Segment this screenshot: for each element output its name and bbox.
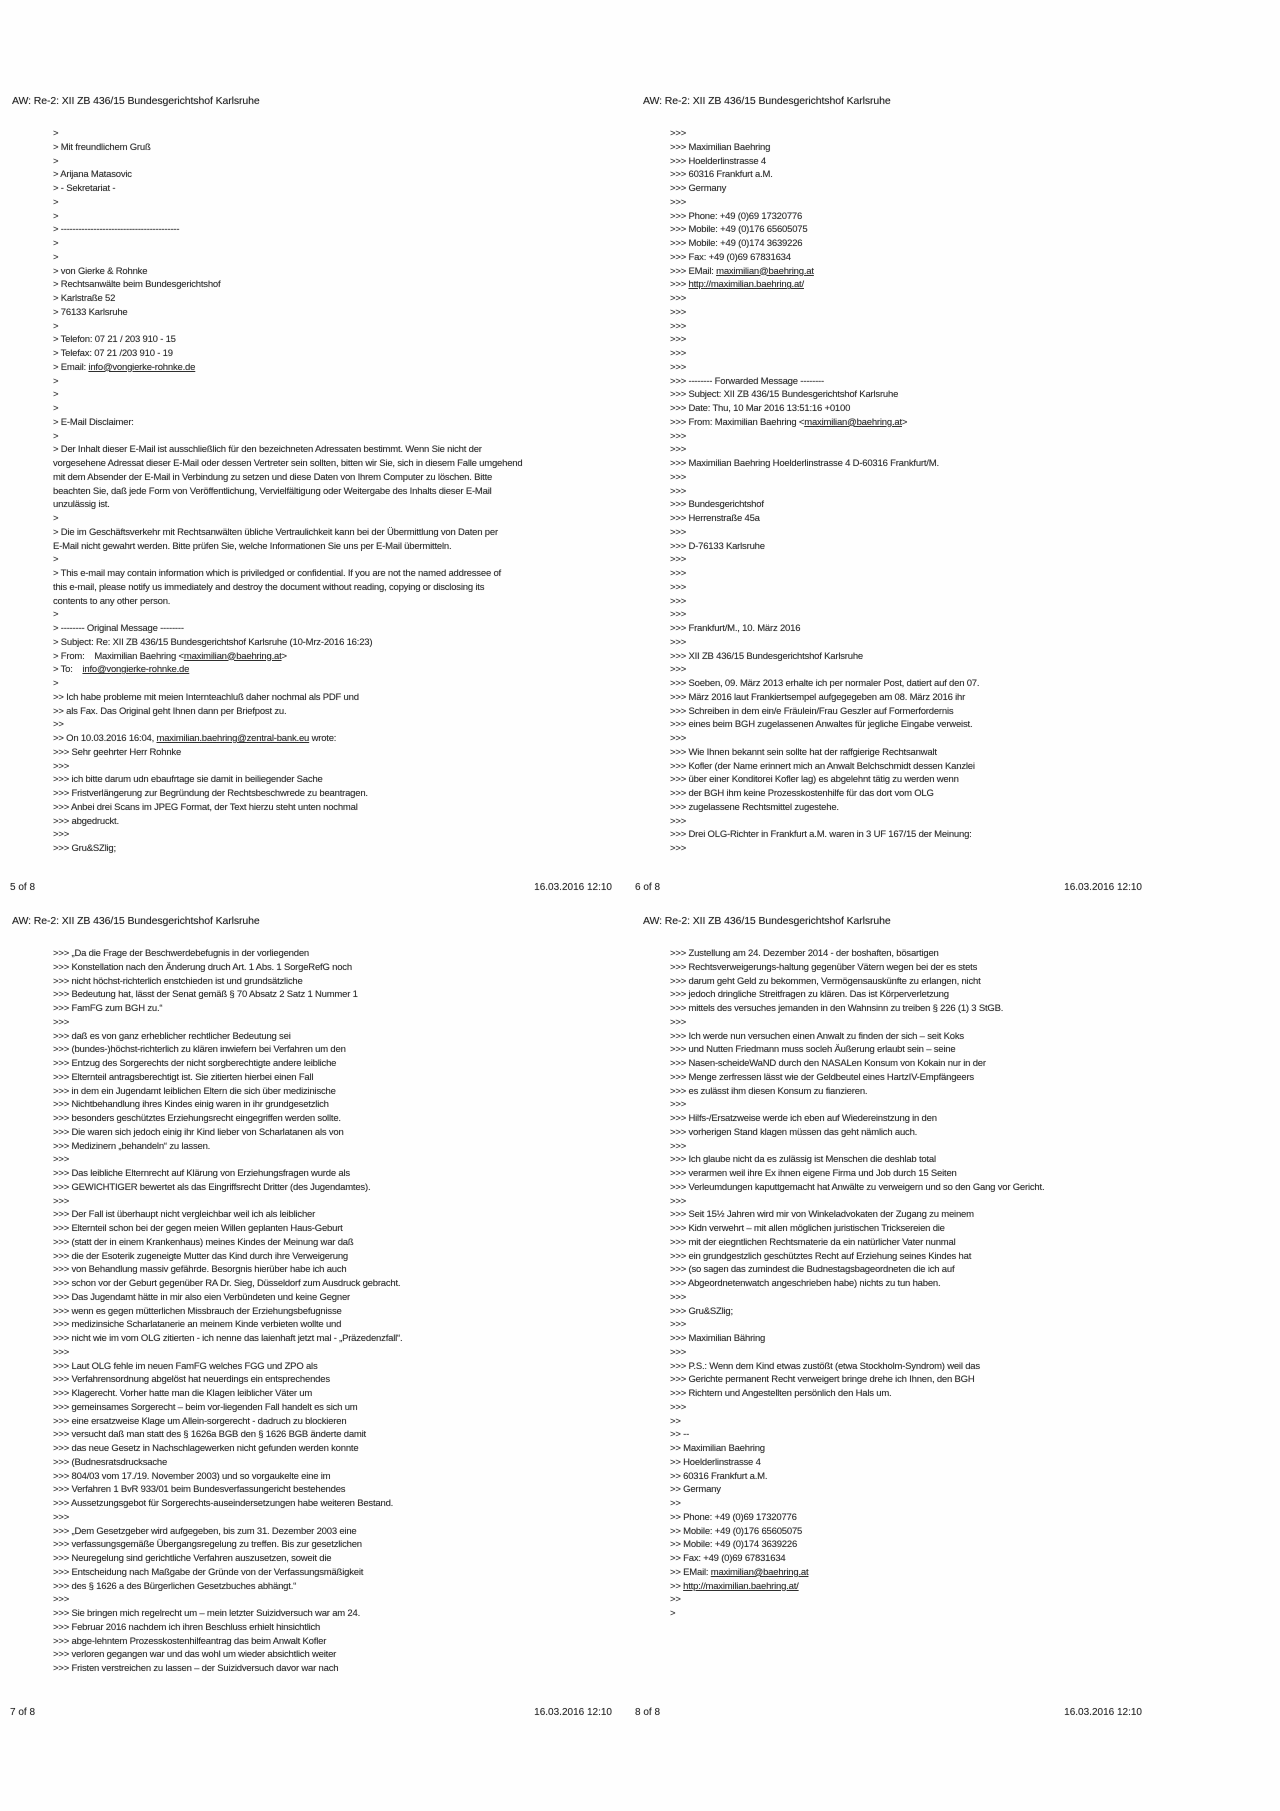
text-line: > Rechtsanwälte beim Bundesgerichtshof [53,279,221,291]
text-line: >>> Date: Thu, 10 Mar 2016 13:51:16 +0100 [670,403,851,414]
hyperlink[interactable]: maximilian@baehring.at [804,416,902,428]
text-line: >>> [670,128,687,139]
text-line: >>> [670,334,687,346]
printed-page-7 [10,915,612,1725]
text-line: >> Ich habe probleme mit meien Internteachluß daher nochmal als PDF und [53,691,359,703]
text-line: > Telefon: 07 21 / 203 910 - 15 [53,334,176,346]
text-line: >> [670,1594,681,1606]
text-line: >> als Fax. Das Original geht Ihnen dann per Briefpost zu. [53,705,287,717]
text-line: >>> [53,1511,70,1523]
text-line: > [53,430,59,442]
text-line: >>> Entzug des Sorgerechts der nicht sorgberechtigte andere leibliche [53,1058,337,1069]
text-line: >>> und Nutten Friedmann muss socleh Äußerung erlaubt sein – seine [670,1044,956,1056]
text-line: >>> verloren gegangen war und das wohl um wieder absichtlich weiter [53,1649,337,1661]
text-line: >> Mobile: +49 (0)174 3639226 [670,1539,798,1551]
text-line: >>> [670,1195,687,1207]
text-line: >>> zugelassene Rechtsmittel zugestehe. [670,801,839,813]
text-line: >> [670,1498,681,1509]
text-line: >>> Nichtbehandlung ihres Kindes einig waren in ihr grundgesetzlich [53,1099,329,1111]
text-line: >>> [670,320,687,332]
text-line: >>> Ich glaube nicht da es zulässig ist Menschen die deshlab total [670,1154,936,1166]
text-line: >>> [53,1195,70,1207]
text-line: >> [670,1415,681,1427]
text-line: >>> [670,430,687,442]
text-line: >>> Mobile: +49 (0)174 3639226 [670,238,803,249]
text-line: >> On 10.03.2016 16:04, maximilian.baehring@zentral-bank.eu wrote: [53,733,337,744]
text-line: >>> XII ZB 436/15 Bundesgerichtshof Karlsruhe [670,650,864,662]
text-line: >>> eines beim BGH zugelassenen Anwaltes für jegliche Eingabe verweist. [670,719,973,731]
text-line: >> 60316 Frankfurt a.M. [670,1470,768,1482]
text-line: >>> in dem ein Jugendamt leiblichen Eltern die sich über medizinische [53,1085,336,1097]
text-line: >>> ein grundgestzlich geschütztes Recht auf Erziehung seines Kindes hat [670,1250,972,1262]
text-line: > [53,320,59,332]
text-line: >>> abgedruckt. [53,815,119,827]
text-line: >>> Fristen verstreichen zu lassen – der Suizidversuch davor war nach [53,1663,339,1674]
text-line: >>> [670,444,687,456]
text-line: >> http://maximilian.baehring.at/ [670,1580,799,1592]
text-line: > [53,389,59,401]
text-line: beachten Sie, daß jede Form von Veröffentlichung, Vervielfältigung oder Weitergabe des Inhalts dieser E-Mail [53,485,492,497]
text-line: >>> http://maximilian.baehring.at/ [670,279,804,291]
text-line: >>> Sehr geehrter Herr Rohnke [53,746,182,758]
text-line: >>> besonders geschütztes Erziehungsrecht eingegriffen werden sollte. [53,1113,341,1124]
text-line: unzulässig ist. [53,499,110,511]
text-line: > [53,609,59,621]
text-line: >>> Das Jugendamt hätte in mir also eien Verbündeten und keine Gegner [53,1291,351,1303]
text-line: > Email: info@vongierke-rohnke.de [53,361,196,373]
text-line: > Der Inhalt dieser E-Mail ist ausschließlich für den bezeichneten Adressaten bestimmt. Wenn Sie nicht der [53,444,482,456]
text-line: >>> mittels des versuches jemanden in den Wahnsinn zu treiben § 226 (1) 3 StGB. [670,1003,1004,1014]
text-line: >>> 804/03 vom 17./19. November 2003) und so vorgaukelte eine im [53,1470,331,1482]
text-line: > [53,128,59,139]
print-timestamp: 16.03.2016 12:10 [534,1707,612,1718]
text-line: >>> EMail: maximilian@baehring.at [670,265,814,277]
text-line: >>> Kofler (der Name erinnert mich an Anwalt Belchschmidt dessen Kanzlei [670,760,975,772]
text-line: >>> [670,554,687,566]
text-line: >>> Der Fall ist überhaupt nicht vergleichbar weil ich als leiblicher [53,1209,316,1221]
text-line: >>> Elternteil antragsberechtigt ist. Sie zitierten hierbei einen Fall [53,1071,314,1083]
hyperlink[interactable]: info@vongierke-rohnke.de [88,361,196,373]
text-line: >>> [53,1346,70,1358]
print-timestamp: 16.03.2016 12:10 [1064,882,1142,893]
text-line: >>> gemeinsames Sorgerecht – beim vor-liegenden Fall handelt es sich um [53,1401,358,1413]
text-line: >>> eine ersatzweise Klage um Allein-sorgerecht - dadruch zu blockieren [53,1415,347,1427]
text-line: >>> [670,1346,687,1358]
text-line: >>> [670,664,687,676]
text-line: >>> [53,829,70,841]
text-line: >>> (so sagen das zumindest die Budnestagsbageordneten die ich auf [670,1264,955,1276]
text-line: > [53,210,59,222]
printed-page-8 [635,915,1142,1725]
text-line: >>> [670,361,687,373]
text-line: >>> „Dem Gesetzgeber wird aufgegeben, bis zum 31. Dezember 2003 eine [53,1525,357,1537]
hyperlink[interactable]: http://maximilian.baehring.at/ [688,279,804,291]
text-line: >>> Rechtsverweigerungs-haltung gegenüber Vätern wegen bei der es stets [670,961,978,973]
text-line: >>> ich bitte darum udn ebaufrtage sie damit in beiliegender Sache [53,774,323,786]
text-line: >>> Bedeutung hat, lässt der Senat gemäß § 70 Absatz 2 Satz 1 Nummer 1 [53,989,358,1001]
text-line: >>> Medizinern „behandeln“ zu lassen. [53,1140,211,1152]
text-line: >>> Hilfs-/Ersatzweise werde ich eben auf Wiedereinstzung in den [670,1113,937,1124]
text-line: >>> versucht daß man statt des § 1626a BGB den § 1626 BGB änderte damit [53,1429,366,1441]
text-line: >> EMail: maximilian@baehring.at [670,1566,809,1578]
text-line: >>> GEWICHTIGER bewertet als das Eingriffsrecht Dritter (des Jugendamtes). [53,1181,371,1193]
text-line: >>> Laut OLG fehle im neuen FamFG welches FGG und ZPO als [53,1360,318,1372]
hyperlink[interactable]: maximilian.baehring@zentral-bank.eu [156,733,310,744]
page-header: AW: Re-2: XII ZB 436/15 Bundesgerichtshof Karlsruhe [643,915,891,927]
text-line: >>> Wie Ihnen bekannt sein sollte hat der raffgierige Rechtsanwalt [670,746,937,758]
text-line: >>> Soeben, 09. März 2013 erhalte ich per normaler Post, datiert auf den 07. [670,678,980,689]
text-line: >>> nicht höchst-richterlich enstchieden ist und grundsätzliche [53,975,303,987]
text-line: > [53,238,59,249]
text-line: >>> Zustellung am 24. Dezember 2014 - der boshaften, bösartigen [670,948,939,959]
text-line: >>> [670,609,687,621]
text-line: >>> Maximilian Baehring Hoelderlinstrasse 4 D-60316 Frankfurt/M. [670,458,939,469]
print-timestamp: 16.03.2016 12:10 [534,882,612,893]
text-line: >>> jedoch dringliche Streitfragen zu klären. Das ist Körperverletzung [670,989,949,1001]
text-line: >>> nicht wie im vom OLG zitierten - ich nenne das laienhaft jetzt mal - „Präzedenzfall“. [53,1333,403,1344]
text-line: >>> die der Esoterik zugeneigte Mutter das Kind durch ihre Verweigerung [53,1250,349,1262]
text-line: >>> Fax: +49 (0)69 67831634 [670,251,791,263]
text-line: >>> verarmen weil ihre Ex ihnen eigene Firma und Job durch 15 Seiten [670,1168,957,1179]
page-number: 7 of 8 [10,1707,36,1718]
text-line: >>> [670,485,687,497]
text-line: > Subject: Re: XII ZB 436/15 Bundesgerichtshof Karlsruhe (10-Mrz-2016 16:23) [53,636,373,648]
text-line: >>> Klagerecht. Vorher hatte man die Klagen leiblicher Väter um [53,1388,313,1399]
text-line: >>> Abgeordnetenwatch angeschrieben habe) nichts zu tun haben. [670,1278,941,1289]
printed-page-6 [635,95,1142,895]
text-line: E-Mail nicht gewahrt werden. Bitte prüfen Sie, welche Informationen Sie uns per E-Mail übermitteln. [53,540,452,552]
text-line: >>> Richtern und Angestellten persönlich den Hals um. [670,1388,892,1399]
text-line: >>> [670,471,687,483]
page-body [53,127,612,856]
page-body [670,947,1142,1621]
text-line: >>> vorherigen Stand klagen müssen das geht nämlich auch. [670,1126,918,1138]
text-line: > Mit freundlichem Gruß [53,141,151,153]
printed-page-5 [10,95,612,895]
text-line: >> Mobile: +49 (0)176 65605075 [670,1525,803,1537]
text-line: >>> Subject: XII ZB 436/15 Bundesgerichtshof Karlsruhe [670,389,899,401]
text-line: >>> Mobile: +49 (0)176 65605075 [670,224,808,236]
text-line: > ---------------------------------------- [53,224,180,236]
text-line: >>> Gerichte permanent Recht verweigert bringe drehe ich Ihnen, den BGH [670,1374,975,1386]
text-line: > [53,403,59,414]
text-line: > Arijana Matasovic [53,169,132,181]
text-line: >>> Drei OLG-Richter in Frankfurt a.M. waren in 3 UF 167/15 der Meinung: [670,829,972,841]
text-line: >>> [53,1594,70,1606]
text-line: contents to any other person. [53,595,171,607]
text-line: >>> Menge zerfressen lässt wie der Geldbeutel eines HartzIV-Empfängeers [670,1071,974,1083]
text-line: >>> [53,1016,70,1028]
text-line: >>> [670,581,687,593]
text-line: >>> verfassungsgemäße Übergangsregelung zu treffen. Bis zur gesetzlichen [53,1539,362,1551]
text-line: >>> Frankfurt/M., 10. März 2016 [670,623,801,634]
text-line: >>> der BGH ihm keine Prozesskostenhilfe für das dort vom OLG [670,788,934,799]
text-line: >>> von Behandlung massiv gefährde. Besorgnis hierüber habe ich auch [53,1264,347,1276]
text-line: >>> FamFG zum BGH zu.“ [53,1003,163,1014]
text-line: >> -- [670,1429,690,1441]
text-line: >>> Hoelderlinstrasse 4 [670,155,766,167]
text-line: >>> Bundesgerichtshof [670,499,764,511]
text-line: >>> [53,1154,70,1166]
text-line: >>> [53,760,70,772]
text-line: > To: info@vongierke-rohnke.de [53,664,190,676]
hyperlink[interactable]: maximilian@baehring.at [183,650,282,662]
text-line: >>> Maximilian Baehring [670,141,771,153]
text-line: >>> -------- Forwarded Message -------- [670,375,824,387]
text-line: >>> Aussetzungsgebot für Sorgerechts-auseindersetzungen habe weiteren Bestand. [53,1498,394,1509]
text-line: > 76133 Karlsruhe [53,306,128,318]
text-line: > [670,1608,676,1619]
print-timestamp: 16.03.2016 12:10 [1064,1707,1142,1718]
text-line: >>> [670,733,687,744]
text-line: >>> wenn es gegen mütterlichen Missbrauch der Erziehungsbefugnisse [53,1305,342,1317]
hyperlink[interactable]: maximilian@baehring.at [716,265,814,277]
text-line: >>> des § 1626 a des Bürgerlichen Gesetzbuches abhängt.“ [53,1580,297,1592]
text-line: >>> Herrenstraße 45a [670,513,760,524]
text-line: > From: Maximilian Baehring <maximilian@baehring.at> [53,650,287,662]
text-line: >>> Nasen-scheideWaND durch den NASALen Konsum von Kokain nur in der [670,1058,986,1069]
text-line: >>> Schreiben in dem ein/e Fräulein/Frau Geszler auf Formerfordernis [670,705,954,717]
text-line: >>> [670,1401,687,1413]
text-line: > - Sekretariat - [53,183,116,194]
text-line: >>> (bundes-)höchst-richterlich zu klären inwiefern bei Verfahren um den [53,1044,346,1056]
text-line: >>> Die waren sich jedoch einig ihr Kind lieber von Scharlatanen als von [53,1126,344,1138]
text-line: >>> [670,1099,687,1111]
text-line: >>> [670,595,687,607]
text-line: >>> (Budnesratsdrucksache [53,1456,168,1468]
text-line: >>> [670,306,687,318]
text-line: > [53,678,59,689]
text-line: >>> Gru&SZlig; [53,843,116,854]
text-line: >>> daß es von ganz erheblicher rechtlicher Bedeutung sei [53,1030,291,1042]
text-line: >>> Das leibliche Elternrecht auf Klärung von Erziehungsfragen wurde als [53,1168,350,1179]
text-line: >>> Verfahren 1 BvR 933/01 beim Bundesverfassungericht bestehendes [53,1484,346,1496]
text-line: >>> [670,348,687,359]
page-header: AW: Re-2: XII ZB 436/15 Bundesgerichtshof Karlsruhe [12,95,260,107]
text-line: > [53,554,59,566]
page-number: 5 of 8 [10,882,36,893]
text-line: > -------- Original Message -------- [53,623,184,634]
text-line: >>> „Da die Frage der Beschwerdebefugnis in der vorliegenden [53,948,310,959]
text-line: > This e-mail may contain information which is priviledged or confidential. If you are not the named addressee of [53,568,501,579]
text-line: > E-Mail Disclaimer: [53,416,134,428]
text-line: > [53,251,59,263]
text-line: >>> das neue Gesetz in Nachschlagewerken nicht gefunden werden konnte [53,1443,359,1454]
text-line: > von Gierke & Rohnke [53,265,148,277]
text-line: >>> Phone: +49 (0)69 17320776 [670,210,803,222]
text-line: >>> [670,568,687,579]
text-line: >>> Konstellation nach den Änderung druch Art. 1 Abs. 1 SorgeRefG noch [53,961,352,973]
text-line: >>> darum geht Geld zu bekommen, Vermögensauskünfte zu erlangen, nicht [670,975,981,987]
text-line: >>> Maximilian Bähring [670,1333,766,1344]
text-line: >>> März 2016 laut Frankiertsempel aufgegegeben am 08. März 2016 ihr [670,691,966,703]
text-line: > [53,196,59,208]
text-line: > Telefax: 07 21 /203 910 - 19 [53,348,173,359]
hyperlink[interactable]: http://maximilian.baehring.at/ [683,1580,799,1592]
text-line: >>> P.S.: Wenn dem Kind etwas zustößt (etwa Stockholm-Syndrom) weil das [670,1360,980,1372]
text-line: >>> Anbei drei Scans im JPEG Format, der Text hierzu steht unten nochmal [53,801,358,813]
text-line: >>> Februar 2016 nachdem ich ihren Beschluss erhielt hinsichtlich [53,1621,321,1633]
text-line: >>> schon vor der Geburt gegenüber RA Dr. Sieg, Düsseldorf zum Ausdruck gebracht. [53,1278,401,1289]
text-line: >>> [670,815,687,827]
text-line: >>> abge-lehntem Prozesskostenhilfeantrag das beim Anwalt Kofler [53,1635,327,1647]
text-line: >> Maximilian Baehring [670,1443,765,1454]
text-line: >>> Elternteil schon bei der gegen meien Willen geplanten Haus-Geburt [53,1223,343,1234]
text-line: >> Fax: +49 (0)69 67831634 [670,1553,786,1564]
text-line: >> Germany [670,1484,721,1496]
text-line: >>> [670,1140,687,1152]
text-line: > Karlstraße 52 [53,293,116,304]
page-number: 8 of 8 [635,1707,661,1718]
text-line: >>> über einer Konditorei Kofler lag) es abgelehnt tätig zu werden wenn [670,774,959,786]
text-line: > Die im Geschäftsverkehr mit Rechtsanwälten übliche Vertraulichkeit kann bei der Übermittlung von Daten per [53,526,498,538]
text-line: >>> Verleumdungen kaputtgemacht hat Anwälte zu verweigern und so den Gang vor Gericht. [670,1181,1045,1193]
text-line: >>> Fristverlängerung zur Begründung der Rechtsbeschwrede zu beantragen. [53,788,368,799]
text-line: >>> [670,196,687,208]
text-line: >>> [670,1319,687,1331]
text-line: vorgesehene Adressat dieser E-Mail oder dessen Vertreter sein sollten, bitten wir Sie, sich in diesem Falle umgehend [53,458,523,469]
text-line: >>> From: Maximilian Baehring <maximilian@baehring.at> [670,416,908,428]
text-line: >>> 60316 Frankfurt a.M. [670,169,773,181]
text-line: >>> [670,843,687,854]
text-line: >>> mit der eiegntlichen Rechtsmaterie da ein natürlicher Vater nunmal [670,1236,956,1248]
text-line: > [53,155,59,167]
text-line: >>> Germany [670,183,727,194]
text-line: this e-mail, please notify us immediately and destroy the document without reading, copying or disclosing its [53,581,485,593]
text-line: >>> Ich werde nun versuchen einen Anwalt zu finden der sich – seit Koks [670,1030,964,1042]
text-line: >>> Verfahrensordnung abgelöst hat neuerdings ein entsprechendes [53,1374,330,1386]
page-header: AW: Re-2: XII ZB 436/15 Bundesgerichtshof Karlsruhe [643,95,891,107]
page-number: 6 of 8 [635,882,661,893]
text-line: >>> medizinsiche Scharlatanerie an meinem Kinde verbieten wollte und [53,1319,342,1331]
text-line: >> [53,719,64,731]
page-header: AW: Re-2: XII ZB 436/15 Bundesgerichtshof Karlsruhe [12,915,260,927]
page-body [53,947,612,1676]
text-line: >>> Seit 15½ Jahren wird mir von Winkeladvokaten der Zugang zu meinem [670,1209,974,1221]
text-line: >>> (statt der in einem Krankenhaus) meines Kindes der Meinung war daß [53,1236,354,1248]
text-line: >>> [670,1291,687,1303]
hyperlink[interactable]: maximilian@baehring.at [710,1566,809,1578]
text-line: >>> [670,1016,687,1028]
text-line: >> Hoelderlinstrasse 4 [670,1456,761,1468]
text-line: >>> Gru&SZlig; [670,1305,733,1317]
hyperlink[interactable]: info@vongierke-rohnke.de [82,664,190,676]
text-line: >>> [670,526,687,538]
text-line: mit dem Absender der E-Mail in Verbindung zu setzen und diese Daten von Ihrem Computer zu löschen. Bitte [53,471,493,483]
text-line: >>> Sie bringen mich regelrecht um – mein letzter Suizidversuch war am 24. [53,1608,361,1619]
text-line: >>> Kidn verwehrt – mit allen möglichen juristischen Tricksereien die [670,1223,945,1234]
text-line: >> Phone: +49 (0)69 17320776 [670,1511,797,1523]
text-line: >>> [670,293,687,304]
page-body [670,127,1142,856]
text-line: >>> Entscheidung nach Maßgabe der Gründe von der Verfassungsmäßigkeit [53,1566,364,1578]
text-line: > [53,513,59,524]
text-line: >>> [670,636,687,648]
text-line: >>> D-76133 Karlsruhe [670,540,765,552]
text-line: > [53,375,59,387]
text-line: >>> es zulässt ihm diesen Konsum zu fianzieren. [670,1085,868,1097]
text-line: >>> Neuregelung sind gerichtliche Verfahren auszusetzen, soweit die [53,1553,332,1564]
